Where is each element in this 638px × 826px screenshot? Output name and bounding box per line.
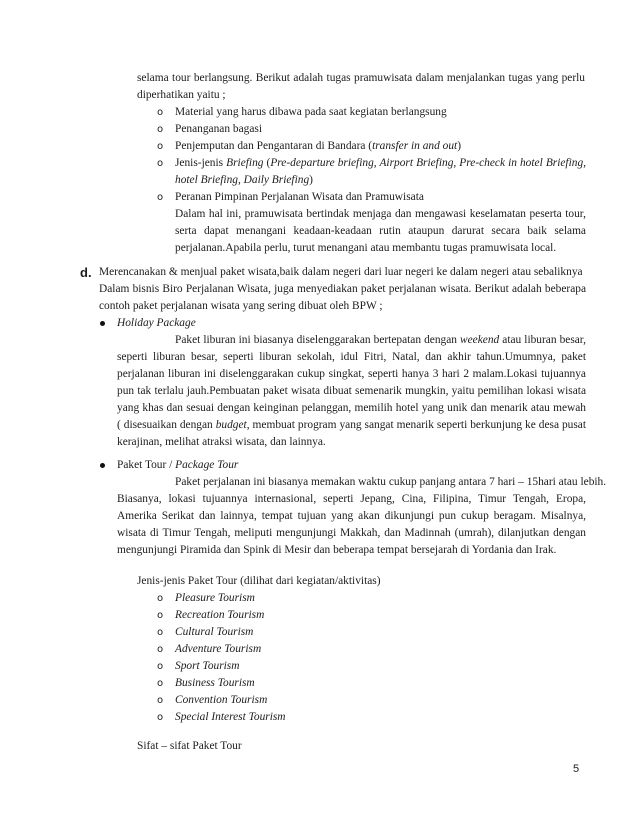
bullet-dot	[100, 463, 105, 468]
list-item: Penanganan bagasi	[175, 123, 262, 135]
list-item: Recreation Tourism	[175, 609, 265, 621]
list-bullet: o	[157, 661, 164, 672]
list-item-desc-line: Dalam hal ini, pramuwisata bertindak menjaga dan mengawasi keselamatan peserta tour,	[175, 208, 586, 220]
holiday-line: Paket liburan ini biasanya diselenggarakan bertepatan dengan weekend atau liburan besar,	[175, 334, 586, 346]
paket-tour-line: Biasanya, lokasi tujuannya internasional, seperti Jepang, Cina, Filipina, Timur Tengah, Eropa,	[117, 493, 586, 505]
list-bullet: o	[157, 644, 164, 655]
list-bullet: o	[157, 695, 164, 706]
section-d-line-1: Merencanakan & menjual paket wisata,baik dalam negeri dari luar negeri ke dalam negeri atau sebaliknya	[99, 266, 583, 278]
list-bullet: o	[157, 593, 164, 604]
list-item: Convention Tourism	[175, 694, 268, 706]
paket-tour-line: mengunjungi Piramida dan Spink di Mesir dan beberapa tempat bersejarah di Yordania dan Irak.	[117, 544, 557, 556]
list-item: Adventure Tourism	[175, 643, 262, 655]
section-d-line-2: Dalam bisnis Biro Perjalanan Wisata, juga menyediakan paket perjalanan wisata. Berikut adalah beberapa	[99, 283, 586, 295]
holiday-line: ( disesuaikan dengan budget, membuat program yang sangat menarik seperti berkunjung ke desa pusat	[117, 419, 587, 431]
holiday-line: yang khas dan sesuai dengan keinginan pelanggan, memilih hotel yang unik dan menarik atau mewah	[117, 402, 586, 414]
paket-tour-line: Paket perjalanan ini biasanya memakan waktu cukup panjang antara 7 hari – 15hari atau lebih.	[175, 476, 607, 488]
holiday-line: kerajinan, melihat atraksi wisata, dan lainnya.	[117, 436, 326, 448]
list-item: Jenis-jenis Briefing (Pre-departure briefing, Airport Briefing, Pre-check in hotel Briefing,	[175, 157, 586, 169]
list-item-desc-line: serta dapat menangani keadaan-keadaan rutin ataupun darurat secara baik selama	[175, 225, 586, 237]
sifat-heading: Sifat – sifat Paket Tour	[137, 740, 242, 752]
section-d-line-3: contoh paket perjalanan wisata yang sering dibuat oleh BPW ;	[99, 300, 383, 312]
list-bullet: o	[157, 610, 164, 621]
list-bullet: o	[157, 107, 164, 118]
list-item: Material yang harus dibawa pada saat kegiatan berlangsung	[175, 106, 447, 118]
holiday-line: seperti liburan besar, seperti liburan sekolah, idul Fitri, Natal, dan akhir tahun.Umumnya, paket	[117, 351, 586, 363]
intro-line-1: selama tour berlangsung. Berikut adalah tugas pramuwisata dalam menjalankan tugas yang perlu	[137, 72, 585, 84]
list-bullet: o	[157, 192, 164, 203]
list-item: Sport Tourism	[175, 660, 240, 672]
section-marker: d.	[80, 265, 92, 280]
holiday-line: pun tak terlalu jauh.Pembuatan paket wisata dibuat semenarik mungkin, yaitu pemilihan lokasi wisata	[117, 385, 586, 397]
list-item-desc-line: perjalanan.Apabila perlu, turut menangani atau membantu tugas pramuwisata local.	[175, 242, 557, 254]
list-bullet: o	[157, 627, 164, 638]
list-bullet: o	[157, 141, 164, 152]
page-number: 5	[573, 763, 580, 775]
holiday-title: Holiday Package	[117, 317, 196, 329]
list-bullet: o	[157, 712, 164, 723]
paket-tour-line: Amerika Serikat dan lainnya, tempat tujuan yang akan dikunjungi pun cukup beragam. Misalnya,	[117, 510, 586, 522]
list-item: Penjemputan dan Pengantaran di Bandara (transfer in and out)	[175, 140, 461, 152]
list-item: Business Tourism	[175, 677, 255, 689]
bullet-dot	[100, 321, 105, 326]
list-item: Special Interest Tourism	[175, 711, 286, 723]
list-bullet: o	[157, 124, 164, 135]
list-item: Peranan Pimpinan Perjalanan Wisata dan Pramuwisata	[175, 191, 424, 203]
list-item: Pleasure Tourism	[175, 592, 255, 604]
list-item: Cultural Tourism	[175, 626, 254, 638]
intro-line-2: diperhatikan yaitu ;	[137, 89, 226, 101]
paket-tour-title: Paket Tour / Package Tour	[117, 459, 239, 471]
list-bullet: o	[157, 678, 164, 689]
jenis-heading: Jenis-jenis Paket Tour (dilihat dari kegiatan/aktivitas)	[137, 575, 381, 587]
list-item-continued: hotel Briefing, Daily Briefing)	[175, 174, 313, 186]
holiday-line: perjalanan liburan ini diselenggarakan cukup singkat, seperti hanya 3 hari 2 malam.Lokasi tujuannya	[117, 368, 586, 380]
paket-tour-line: wisata di Timur Tengah, meliputi mengunjungi Makkah, dan Madinnah (umrah), dilanjutkan dengan	[117, 527, 586, 539]
list-bullet: o	[157, 158, 164, 169]
